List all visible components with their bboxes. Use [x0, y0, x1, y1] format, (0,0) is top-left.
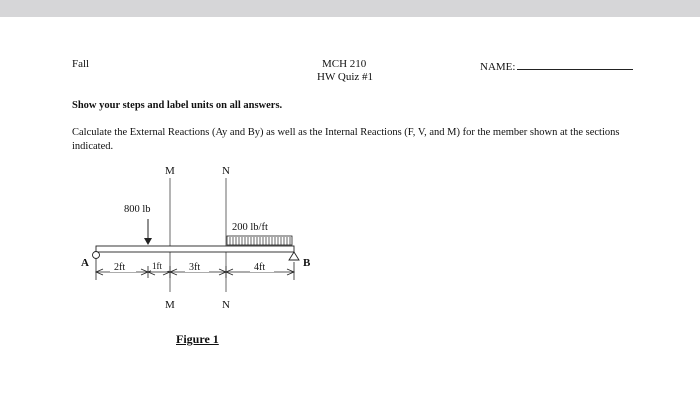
distributed-load-arrows [230, 237, 290, 245]
point-load-label: 800 lb [124, 204, 151, 215]
instructions: Show your steps and label units on all answers. [72, 100, 283, 111]
section-n-bottom-label: N [222, 299, 230, 311]
figure-caption: Figure 1 [176, 332, 219, 346]
quiz-title: HW Quiz #1 [317, 71, 374, 83]
support-b-triangle [289, 252, 299, 260]
course-code: MCH 210 [322, 58, 367, 70]
support-a-pin [93, 252, 100, 259]
dim-label-4ft: 4ft [254, 262, 266, 273]
distributed-load-label: 200 lb/ft [232, 222, 268, 233]
dim-label-1ft: 1ft [152, 261, 162, 271]
name-label: NAME: [480, 61, 516, 73]
section-m-bottom-label: M [165, 299, 175, 311]
point-load-arrow-head [144, 238, 152, 245]
dim-label-2ft: 2ft [114, 262, 126, 273]
dim-label-3ft: 3ft [189, 262, 201, 273]
distributed-load-box [227, 236, 292, 245]
support-b-label: B [303, 257, 311, 269]
beam [96, 246, 294, 252]
section-n-top-label: N [222, 165, 230, 177]
section-m-top-label: M [165, 165, 175, 177]
question-text: Calculate the External Reactions (Ay and By) as well as the Internal Reactions (F, V, and M) for the member shown at the sections indicated. [72, 127, 620, 152]
support-a-label: A [81, 257, 89, 269]
term-label: Fall [72, 58, 90, 70]
